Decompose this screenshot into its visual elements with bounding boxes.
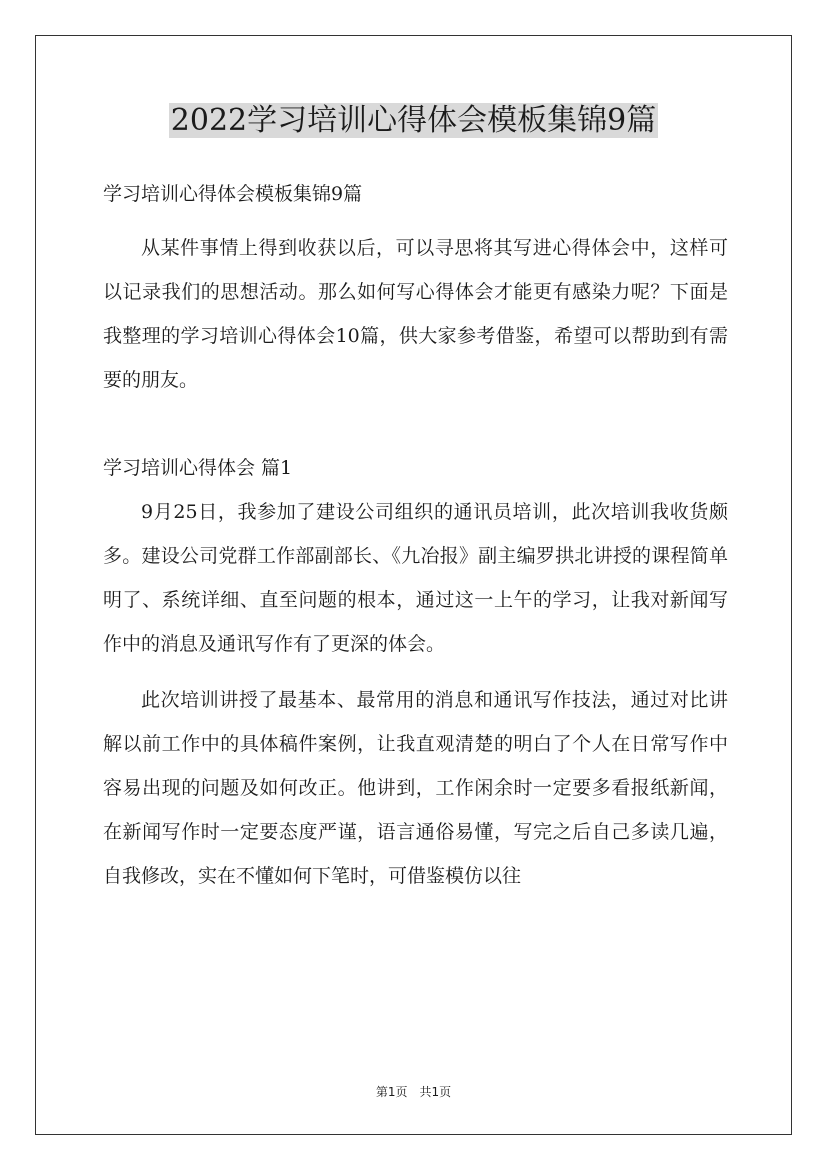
intro-paragraph: 从某件事情上得到收获以后，可以寻思将其写进心得体会中，这样可以记录我们的思想活动。那么如何写心得体会才能更有感染力呢？下面是我整理的学习培训心得体会10篇，供大家参考借鉴，希望可以帮助到有需要的朋友。	[103, 237, 728, 391]
document-title	[0, 100, 827, 142]
page-footer	[0, 1083, 827, 1100]
document-body	[103, 172, 728, 898]
document-subtitle: 学习培训心得体会模板集锦9篇	[103, 183, 363, 205]
body-paragraph: 9月25日，我参加了建设公司组织的通讯员培训，此次培训我收货颇多。建设公司党群工作部副部长、《九冶报》副主编罗拱北讲授的课程简单明了、系统详细、直至问题的根本，通过这一上午的学习，让我对新闻写作中的消息及通讯写作有了更深的体会。	[103, 501, 728, 655]
document-title-text: 2022学习培训心得体会模板集锦9篇	[170, 103, 657, 138]
section-spacer	[103, 402, 728, 446]
page-number: 第1页	[375, 1085, 408, 1099]
page-total: 共1页	[419, 1085, 452, 1099]
body-paragraph: 此次培训讲授了最基本、最常用的消息和通讯写作技法，通过对比讲解以前工作中的具体稿件案例，让我直观清楚的明白了个人在日常写作中容易出现的问题及如何改正。他讲到，工作闲余时一定要多看报纸新闻，在新闻写作时一定要态度严谨，语言通俗易懂，写完之后自己多读几遍，自我修改，实在不懂如何下笔时，可借鉴模仿以往	[103, 689, 728, 887]
section-heading: 学习培训心得体会 篇1	[103, 457, 293, 479]
